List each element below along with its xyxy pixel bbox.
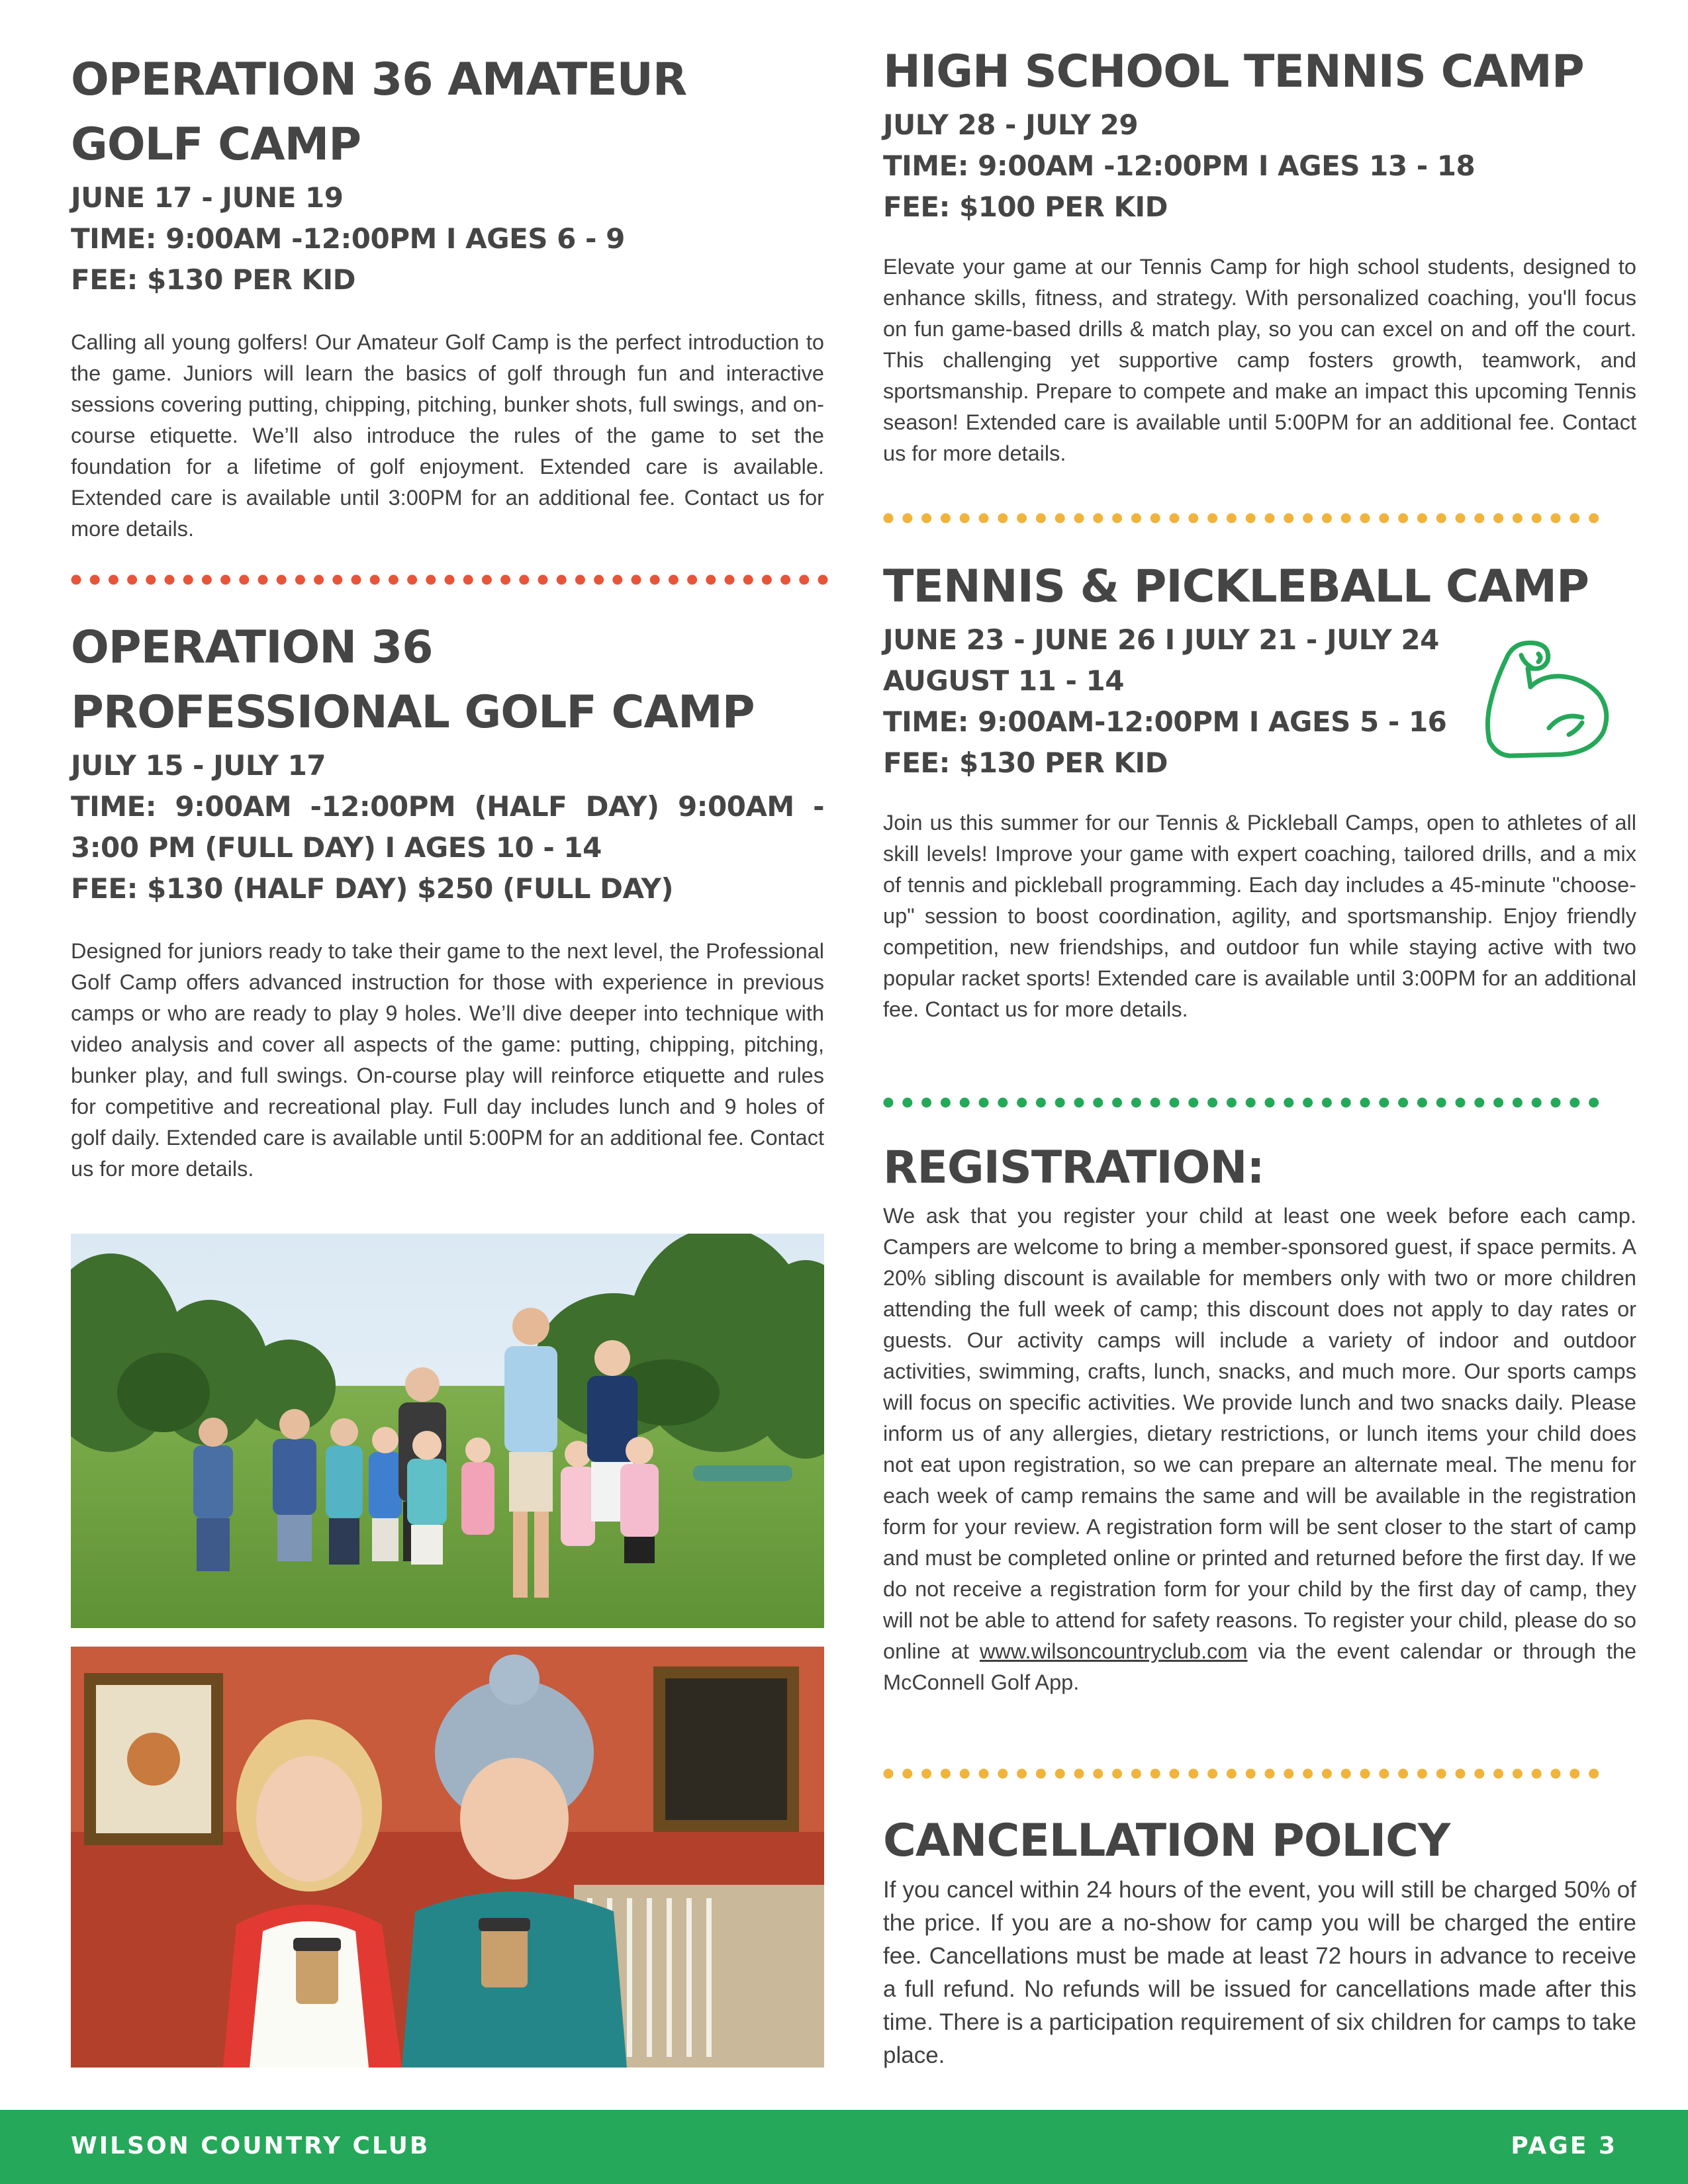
tennis-highschool-title: HIGH SCHOOL TENNIS CAMP bbox=[883, 46, 1584, 98]
divider-dot bbox=[1513, 1769, 1523, 1779]
divider-dot bbox=[1341, 1769, 1351, 1779]
divider-dot bbox=[902, 1769, 912, 1779]
divider-dot bbox=[921, 514, 931, 523]
golf-professional-fee: FEE: $130 (HALF DAY) $250 (FULL DAY) bbox=[71, 872, 674, 905]
divider-dot bbox=[1322, 1769, 1332, 1779]
divider-dot bbox=[1188, 514, 1198, 523]
divider-dot bbox=[743, 575, 753, 585]
divider-dot bbox=[352, 575, 361, 585]
footer-page-number: PAGE 3 bbox=[1511, 2132, 1617, 2160]
divider-dot bbox=[239, 575, 249, 585]
divider-dot bbox=[1417, 1769, 1427, 1779]
divider-dot bbox=[1265, 514, 1275, 523]
divider-dot bbox=[1322, 1098, 1332, 1108]
divider-dot bbox=[1074, 1769, 1084, 1779]
tennis-highschool-dates: JULY 28 - JULY 29 bbox=[883, 109, 1139, 141]
divider-dot bbox=[1055, 514, 1065, 523]
divider-dot bbox=[146, 575, 156, 585]
divider-dot bbox=[1513, 514, 1523, 523]
divider-dot bbox=[1589, 514, 1599, 523]
divider-dot bbox=[332, 575, 342, 585]
divider-dot bbox=[725, 575, 735, 585]
divider-dot bbox=[921, 1769, 931, 1779]
divider-dot bbox=[1493, 1769, 1503, 1779]
divider-dot bbox=[1170, 1769, 1180, 1779]
divider-dot bbox=[1493, 514, 1503, 523]
golf-amateur-title: OPERATION 36 AMATEUR GOLF CAMP bbox=[71, 54, 687, 171]
divider-dot bbox=[220, 575, 230, 585]
divider-dot bbox=[1265, 1769, 1275, 1779]
divider-dot bbox=[202, 575, 212, 585]
divider-dot bbox=[780, 575, 790, 585]
golf-professional-section bbox=[71, 615, 824, 1185]
divider-dot bbox=[632, 575, 641, 585]
golf-professional-time: TIME: 9:00AM -12:00PM (HALF DAY) 9:00AM - 3:00 PM (FULL DAY) I AGES 10 - 14 bbox=[71, 790, 824, 864]
divider-dot bbox=[1093, 1098, 1103, 1108]
tennis-pickleball-description: Join us this summer for our Tennis & Pickleball Camps, open to athletes of all skill levels! Improve your game with expert coaching, tailored drills, and a mix of tennis and pickleball programming. Each day includes a 45-minute "choose-up" session to boost coordination, agility, and sportsmanship. Enjoy friendly competition, new friendships, and outdoor fun while staying active with two popular racket sports! Extended care is available until 3:00PM for an additional fee. Contact us for more details. bbox=[883, 811, 1636, 1021]
divider-dot bbox=[1398, 1769, 1408, 1779]
divider-dot bbox=[389, 575, 399, 585]
registration-description bbox=[883, 1201, 1636, 1698]
divider-dot bbox=[1360, 514, 1370, 523]
divider-dot bbox=[1303, 514, 1313, 523]
divider-dot bbox=[1207, 1098, 1217, 1108]
divider-dot bbox=[295, 575, 305, 585]
divider-dot bbox=[960, 514, 970, 523]
divider-dot bbox=[1532, 1098, 1542, 1108]
divider-dot bbox=[1246, 1098, 1256, 1108]
divider-dot bbox=[687, 575, 697, 585]
divider-dot bbox=[127, 575, 137, 585]
divider-dot bbox=[1284, 1098, 1293, 1108]
divider-dot bbox=[706, 575, 716, 585]
divider-dot bbox=[370, 575, 380, 585]
divider-dot bbox=[1150, 1769, 1160, 1779]
divider-dot bbox=[1360, 1769, 1370, 1779]
divider-dot bbox=[1036, 514, 1046, 523]
divider-dot bbox=[1131, 514, 1141, 523]
registration-link[interactable]: www.wilsoncountryclub.com bbox=[979, 1639, 1248, 1663]
divider-dot bbox=[1093, 1769, 1103, 1779]
tennis-pickleball-title: TENNIS & PICKLEBALL CAMP bbox=[883, 561, 1589, 613]
divider-dot bbox=[669, 575, 679, 585]
divider-dot bbox=[71, 575, 81, 585]
divider-dot bbox=[1246, 514, 1256, 523]
divider-dot bbox=[1188, 1769, 1198, 1779]
divider-dot bbox=[1170, 514, 1180, 523]
divider-dot bbox=[1227, 1098, 1237, 1108]
divider-dot bbox=[1456, 1769, 1466, 1779]
divider-dot bbox=[258, 575, 268, 585]
divider-dot bbox=[1112, 1098, 1122, 1108]
divider-dot bbox=[1379, 1098, 1389, 1108]
page-footer bbox=[0, 2110, 1688, 2184]
divider-dot bbox=[557, 575, 567, 585]
divider-dot bbox=[463, 575, 473, 585]
divider-dot bbox=[1341, 1098, 1351, 1108]
divider-dot bbox=[1207, 514, 1217, 523]
divider-dot bbox=[1188, 1098, 1198, 1108]
divider-dot bbox=[998, 514, 1008, 523]
registration-title: REGISTRATION: bbox=[883, 1142, 1264, 1194]
golf-professional-dates: JULY 15 - JULY 17 bbox=[71, 749, 326, 782]
divider-dot bbox=[941, 514, 951, 523]
divider-dot bbox=[941, 1769, 951, 1779]
tennis-pickleball-fee: FEE: $130 PER KID bbox=[883, 747, 1168, 779]
divider-dot bbox=[1227, 1769, 1237, 1779]
divider-dot bbox=[979, 1098, 989, 1108]
divider-dot bbox=[1474, 514, 1484, 523]
divider-dot bbox=[482, 575, 492, 585]
divider-dot bbox=[1436, 1098, 1446, 1108]
divider-dots-yellow-2 bbox=[883, 1766, 1644, 1782]
divider-dot bbox=[109, 575, 118, 585]
tennis-pickleball-dates-line1: JUNE 23 - JUNE 26 I JULY 21 - JULY 24 bbox=[883, 623, 1439, 656]
divider-dot bbox=[594, 575, 604, 585]
divider-dot bbox=[1493, 1098, 1503, 1108]
divider-dot bbox=[1036, 1098, 1046, 1108]
tennis-pickleball-dates-line2: AUGUST 11 - 14 bbox=[883, 664, 1124, 697]
divider-dot bbox=[183, 575, 193, 585]
divider-dot bbox=[884, 1769, 894, 1779]
divider-dot bbox=[1551, 514, 1561, 523]
divider-dot bbox=[1131, 1098, 1141, 1108]
divider-dot bbox=[650, 575, 660, 585]
tennis-highschool-description: Elevate your game at our Tennis Camp for high school students, designed to enhance skills, fitness, and strategy. With personalized coaching, you'll focus on fun game-based drills & match play, so you can excel on and off the court. This challenging yet supportive camp fosters growth, teamwork, and sportsmanship. Prepare to compete and make an impact this upcoming Tennis season! Extended care is available until 5:00PM for an additional fee. Contact us for more details. bbox=[883, 255, 1636, 465]
tennis-pickleball-section bbox=[883, 555, 1636, 1025]
divider-dot bbox=[90, 575, 100, 585]
divider-dot bbox=[818, 575, 828, 585]
divider-dot bbox=[902, 514, 912, 523]
divider-dot bbox=[1474, 1098, 1484, 1108]
divider-dot bbox=[1456, 514, 1466, 523]
divider-dot bbox=[1074, 514, 1084, 523]
golf-amateur-dates: JUNE 17 - JUNE 19 bbox=[71, 181, 344, 214]
divider-dot bbox=[1170, 1098, 1180, 1108]
divider-dots-red bbox=[71, 572, 832, 588]
divider-dot bbox=[1017, 514, 1027, 523]
divider-dot bbox=[165, 575, 175, 585]
divider-dot bbox=[884, 1098, 894, 1108]
divider-dot bbox=[1341, 514, 1351, 523]
divider-dot bbox=[960, 1769, 970, 1779]
divider-dot bbox=[1017, 1769, 1027, 1779]
golf-professional-title: OPERATION 36 PROFESSIONAL GOLF CAMP bbox=[71, 621, 755, 739]
divider-dot bbox=[277, 575, 287, 585]
divider-dot bbox=[612, 575, 622, 585]
divider-dot bbox=[1074, 1098, 1084, 1108]
divider-dot bbox=[1322, 514, 1332, 523]
divider-dot bbox=[941, 1098, 951, 1108]
divider-dot bbox=[1036, 1769, 1046, 1779]
golf-camp-group-photo bbox=[71, 1234, 824, 1628]
divider-dot bbox=[1093, 514, 1103, 523]
tennis-highschool-time: TIME: 9:00AM -12:00PM I AGES 13 - 18 bbox=[883, 150, 1476, 182]
divider-dot bbox=[1265, 1098, 1275, 1108]
divider-dot bbox=[1303, 1769, 1313, 1779]
divider-dot bbox=[1513, 1098, 1523, 1108]
divider-dot bbox=[1303, 1098, 1313, 1108]
cancellation-description: If you cancel within 24 hours of the event, you will still be charged 50% of the price. If you are a no-show for camp you will be charged the entire fee. Cancellations must be made at least 72 hours in advance to receive a full refund. No refunds will be issued for cancellations made after this time. There is a participation requirement of six children for camps to take place. bbox=[883, 1877, 1636, 2068]
divider-dot bbox=[426, 575, 436, 585]
divider-dot bbox=[1246, 1769, 1256, 1779]
divider-dot bbox=[1150, 1098, 1160, 1108]
divider-dot bbox=[1112, 514, 1122, 523]
divider-dot bbox=[519, 575, 529, 585]
divider-dot bbox=[1398, 514, 1408, 523]
divider-dot bbox=[1379, 514, 1389, 523]
divider-dot bbox=[1112, 1769, 1122, 1779]
divider-dot bbox=[575, 575, 585, 585]
golf-amateur-fee: FEE: $130 PER KID bbox=[71, 263, 355, 296]
divider-dot bbox=[1474, 1769, 1484, 1779]
divider-dot bbox=[1436, 1769, 1446, 1779]
divider-dot bbox=[1131, 1769, 1141, 1779]
divider-dot bbox=[921, 1098, 931, 1108]
divider-dot bbox=[1570, 1098, 1579, 1108]
divider-dots-green bbox=[883, 1095, 1644, 1111]
divider-dot bbox=[902, 1098, 912, 1108]
cancellation-section bbox=[883, 1809, 1636, 2072]
divider-dot bbox=[1532, 514, 1542, 523]
divider-dot bbox=[979, 1769, 989, 1779]
divider-dot bbox=[500, 575, 510, 585]
divider-dot bbox=[538, 575, 548, 585]
tennis-highschool-fee: FEE: $100 PER KID bbox=[883, 191, 1168, 223]
registration-text: We ask that you register your child at least one week before each camp. Campers are welcome to bring a member-sponsored guest, if space permits. A 20% sibling discount is available for members only with two or more children attending the full week of camp; this discount does not apply to day rates or guests. Our activity camps will include a variety of indoor and outdoor activities, swimming, crafts, lunch, snacks, and much more. Our sports camps will focus on specific activities. We provide lunch and two snacks daily. Please inform us of any allergies, dietary restrictions, or lunch items your child does not eat upon registration, so we can prepare an alternate meal. The menu for each week of camp remains the same and will be available in the registration form for your review. A registration form will be sent closer to the start of camp and must be completed online or printed and returned before the first day. If we do not receive a registration form for your child by the first day of camp, they will not be able to attend for safety reasons. To register your child, please do so online at bbox=[883, 1204, 1636, 1663]
divider-dot bbox=[1417, 1098, 1427, 1108]
divider-dot bbox=[1589, 1769, 1599, 1779]
divider-dot bbox=[799, 575, 809, 585]
divider-dot bbox=[1551, 1769, 1561, 1779]
divider-dot bbox=[1417, 514, 1427, 523]
divider-dot bbox=[1207, 1769, 1217, 1779]
divider-dot bbox=[1150, 514, 1160, 523]
divider-dot bbox=[1532, 1769, 1542, 1779]
divider-dot bbox=[314, 575, 324, 585]
golf-amateur-description: Calling all young golfers! Our Amateur Golf Camp is the perfect introduction to the game. Juniors will learn the basics of golf through fun and interactive sessions covering putting, chipping, pitching, bunker shots, full swings, and on-course etiquette. We’ll also introduce the rules of the game to set the foundation for a lifetime of golf enjoyment. Extended care is available. Extended care is available until 3:00PM for an additional fee. Contact us for more details. bbox=[71, 330, 824, 541]
golf-professional-description: Designed for juniors ready to take their game to the next level, the Professional Golf Camp offers advanced instruction for those with experience in previous camps or who are ready to play 9 holes. We’ll dive deeper into technique with video analysis and cover all aspects of the game: putting, chipping, pitching, bunker play, and full swings. On-course play will reinforce etiquette and rules for competitive and recreational play. Full day includes lunch and 9 holes of golf daily. Extended care is available until 5:00PM for an additional fee. Contact us for more details. bbox=[71, 939, 824, 1181]
divider-dot bbox=[1436, 514, 1446, 523]
divider-dot bbox=[1570, 514, 1579, 523]
divider-dot bbox=[1017, 1098, 1027, 1108]
tennis-pickleball-time: TIME: 9:00AM-12:00PM I AGES 5 - 16 bbox=[883, 705, 1447, 738]
divider-dot bbox=[1570, 1769, 1579, 1779]
divider-dot bbox=[1379, 1769, 1389, 1779]
registration-after-link: via the event calendar or through the McConnell Golf App. bbox=[883, 1639, 1637, 1694]
divider-dots-yellow-1 bbox=[883, 510, 1644, 526]
divider-dot bbox=[1227, 514, 1237, 523]
divider-dot bbox=[1551, 1098, 1561, 1108]
divider-dot bbox=[1360, 1098, 1370, 1108]
cancellation-title: CANCELLATION POLICY bbox=[883, 1815, 1450, 1867]
divider-dot bbox=[1398, 1098, 1408, 1108]
golf-amateur-time: TIME: 9:00AM -12:00PM I AGES 6 - 9 bbox=[71, 222, 625, 255]
divider-dot bbox=[960, 1098, 970, 1108]
divider-dot bbox=[1284, 1769, 1293, 1779]
divider-dot bbox=[998, 1098, 1008, 1108]
registration-section bbox=[883, 1136, 1636, 1698]
divider-dot bbox=[1055, 1098, 1065, 1108]
divider-dot bbox=[884, 514, 894, 523]
divider-dot bbox=[762, 575, 772, 585]
divider-dot bbox=[1456, 1098, 1466, 1108]
divider-dot bbox=[998, 1769, 1008, 1779]
divider-dot bbox=[1284, 514, 1293, 523]
divider-dot bbox=[979, 514, 989, 523]
flexed-bicep-icon bbox=[1470, 629, 1628, 761]
divider-dot bbox=[445, 575, 455, 585]
footer-club-name: WILSON COUNTRY CLUB bbox=[71, 2132, 430, 2160]
divider-dot bbox=[407, 575, 417, 585]
divider-dot bbox=[1055, 1769, 1065, 1779]
tennis-highschool-section bbox=[883, 40, 1636, 469]
golf-amateur-section bbox=[71, 48, 824, 545]
girls-with-cups-photo bbox=[71, 1647, 824, 2068]
divider-dot bbox=[1589, 1098, 1599, 1108]
